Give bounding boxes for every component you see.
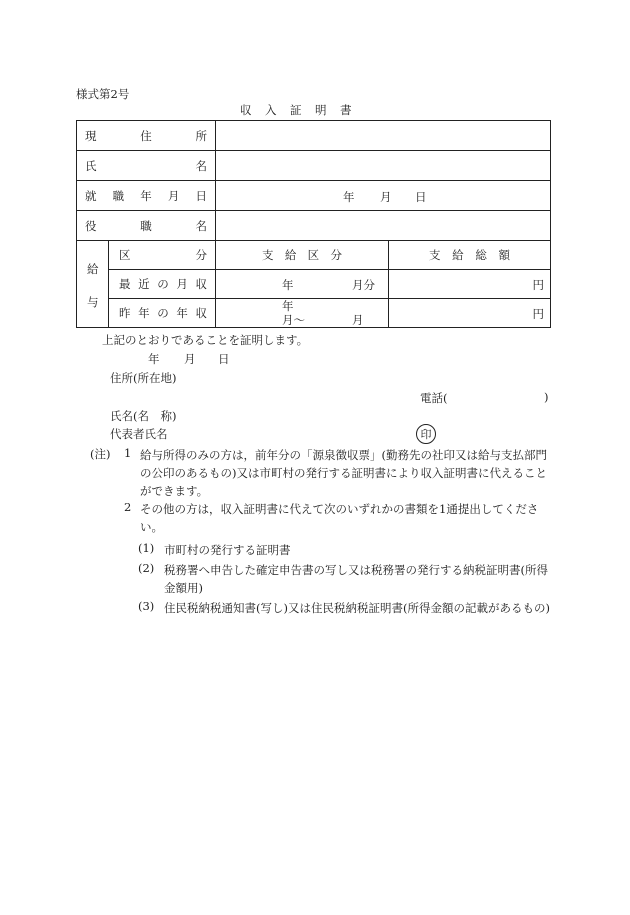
- category-label-char: 区: [119, 248, 131, 262]
- address-input[interactable]: [216, 121, 551, 151]
- last-year-char: 年: [176, 306, 188, 320]
- note-1-text: 給与所得のみの方は，前年分の「源泉徴収票」(勤務先の社印又は給与支払部門の公印のあるもの)又は市町村の発行する証明書により収入証明書に代えることができます。: [140, 448, 547, 498]
- recent-month-label-cell: [109, 270, 216, 299]
- notes-prefix: (注): [90, 447, 111, 461]
- note-item-number: (2): [138, 561, 155, 575]
- recent-month-char: 月: [176, 277, 188, 291]
- certification-year-unit: 年: [148, 352, 160, 366]
- seal-mark: 印: [416, 424, 436, 444]
- note-item-text: 税務署へ申告した確定申告書の写し又は税務署の発行する納税証明書(所得金額用): [164, 563, 548, 595]
- certification-month-unit: 月: [184, 352, 196, 366]
- last-year-amount-input[interactable]: [389, 299, 551, 328]
- last-year-char: 収: [195, 306, 207, 320]
- payment-category-char: 給: [284, 248, 297, 262]
- address-label-char: 住: [140, 128, 152, 143]
- payment-category-char: 区: [307, 248, 320, 262]
- employment-label-char: 職: [112, 188, 125, 203]
- employment-label-char: 就: [85, 188, 97, 203]
- salary-label-cell: [77, 241, 109, 328]
- total-payment-header: [389, 241, 551, 270]
- payment-category-char: 支: [262, 248, 274, 262]
- last-year-char: 昨: [119, 306, 131, 320]
- representative-name-label: 代表者氏名: [110, 427, 168, 441]
- employment-label-char: 年: [140, 188, 152, 203]
- address-label-char: 所: [195, 128, 207, 143]
- total-payment-char: 支: [429, 248, 441, 262]
- last-year-month-to-unit: 月: [352, 313, 364, 327]
- employment-year-unit: 年: [343, 190, 355, 204]
- note-item-number: (3): [138, 599, 155, 613]
- total-payment-char: 給: [452, 248, 464, 262]
- payment-category-header: [216, 241, 389, 270]
- phone-label: 電話(: [420, 391, 448, 405]
- employment-date-label-cell: [77, 181, 216, 211]
- recent-month-char: 最: [119, 277, 131, 291]
- recent-month-char: の: [157, 277, 169, 291]
- position-label-char: 名: [195, 218, 207, 233]
- salary-label-char: 与: [87, 295, 99, 309]
- employment-date-input[interactable]: [216, 181, 551, 211]
- recent-month-period-input[interactable]: [216, 270, 389, 299]
- position-input[interactable]: [216, 211, 551, 241]
- certification-statement: 上記のとおりであることを証明します。: [102, 333, 309, 347]
- position-label-char: 職: [140, 218, 152, 233]
- employment-label-char: 月: [167, 188, 180, 203]
- name-label-char: 名: [195, 158, 207, 173]
- recent-month-char: 収: [195, 277, 207, 291]
- last-year-yen-unit: 円: [532, 307, 544, 321]
- certifier-address-label: 住所(所在地): [110, 371, 177, 385]
- position-label-cell: [77, 211, 216, 241]
- last-year-month-from-unit: 月～: [282, 313, 305, 327]
- note-item-text: 市町村の発行する証明書: [164, 543, 291, 557]
- address-label-char: 現: [85, 128, 97, 143]
- certifier-name-label: 氏名(名 称): [110, 409, 177, 423]
- phone-close-paren: ): [544, 390, 549, 404]
- salary-label-char: 給: [87, 262, 99, 276]
- last-year-char: の: [157, 306, 169, 320]
- note-2-text: その他の方は，収入証明書に代えて次のいずれかの書類を1通提出してください。: [140, 502, 539, 534]
- position-label-char: 役: [85, 218, 97, 233]
- note-item-number: (1): [138, 541, 155, 555]
- category-label-char: 分: [195, 248, 207, 262]
- note-2-number: 2: [124, 500, 132, 514]
- employment-label-char: 日: [195, 188, 207, 203]
- address-label-cell: [77, 121, 216, 151]
- recent-month-amount-input[interactable]: [389, 270, 551, 299]
- last-year-label-cell: [109, 299, 216, 328]
- form-number: 様式第2号: [76, 87, 130, 101]
- name-label-char: 氏: [85, 158, 97, 173]
- last-year-period-input[interactable]: [216, 299, 389, 328]
- note-item-text: 住民税納税通知書(写し)又は住民税納税証明書(所得金額の記載があるもの): [164, 601, 550, 615]
- recent-month-yen-unit: 円: [532, 278, 544, 292]
- document-title: 収 入 証 明 書: [240, 103, 353, 117]
- recent-month-month-unit: 月分: [352, 278, 375, 292]
- employment-month-unit: 月: [380, 190, 392, 204]
- total-payment-char: 総: [475, 248, 487, 262]
- last-year-char: 年: [138, 306, 150, 320]
- recent-month-char: 近: [138, 277, 150, 291]
- total-payment-char: 額: [498, 248, 510, 262]
- name-label-cell: [77, 151, 216, 181]
- certification-day-unit: 日: [218, 352, 230, 366]
- last-year-year-unit: 年: [282, 299, 294, 313]
- name-input[interactable]: [216, 151, 551, 181]
- recent-month-year-unit: 年: [282, 278, 294, 292]
- payment-category-char: 分: [330, 248, 342, 262]
- employment-day-unit: 日: [415, 190, 427, 204]
- note-1-number: 1: [124, 446, 132, 460]
- category-label-cell: [109, 241, 216, 270]
- certificate-table: [76, 120, 551, 328]
